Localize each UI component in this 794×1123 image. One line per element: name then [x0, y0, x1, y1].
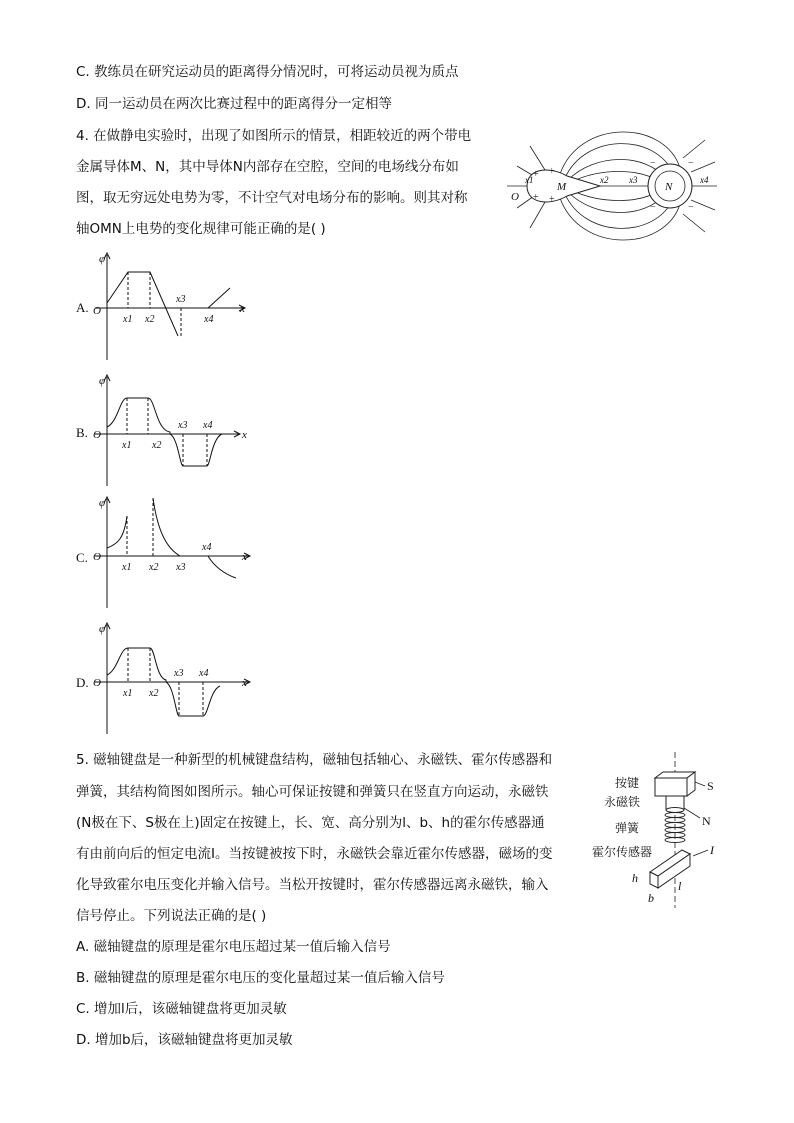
- tick-x1: x1: [122, 440, 132, 451]
- label-x4: x4: [700, 175, 709, 185]
- tick-x1: x1: [123, 688, 133, 699]
- q5-option-b: B. 磁轴键盘的原理是霍尔电压的变化量超过某一值后输入信号: [76, 970, 445, 986]
- origin-label: O: [93, 677, 101, 689]
- tick-x4: x4: [204, 314, 214, 325]
- q5-option-c: C. 增加l后，该磁轴键盘将更加灵敏: [76, 1001, 287, 1017]
- option-a-label: A.: [76, 300, 89, 315]
- q5-text-1: 5. 磁轴键盘是一种新型的机械键盘结构，磁轴包括轴心、永磁铁、霍尔传感器和: [76, 752, 553, 768]
- graph-option-c: [90, 494, 260, 612]
- phi-label: φ: [99, 375, 106, 387]
- label-x2: x2: [600, 175, 609, 185]
- svg-text:+: +: [549, 166, 555, 177]
- option-b-label: B.: [76, 425, 88, 440]
- x-label: x: [242, 677, 247, 689]
- graph-option-a: [90, 250, 260, 365]
- graph-option-b: [90, 372, 260, 490]
- q4-text-2: 金属导体M、N，其中导体N内部存在空腔，空间的电场线分布如: [76, 159, 459, 175]
- svg-text:−: −: [688, 158, 694, 169]
- svg-text:+: +: [533, 169, 539, 180]
- q5-text-2: 弹簧，其结构简图如图所示。轴心可保证按键和弹簧只在竖直方向运动，永磁铁: [76, 784, 549, 800]
- label-sensor: 霍尔传感器: [592, 845, 653, 859]
- tick-x1: x1: [123, 314, 133, 325]
- q5-option-a: A. 磁轴键盘的原理是霍尔电压超过某一值后输入信号: [76, 939, 391, 955]
- label-S: S: [707, 779, 714, 793]
- phi-label: φ: [99, 253, 106, 265]
- svg-text:−: −: [688, 202, 694, 213]
- label-l: l: [678, 879, 682, 893]
- q4-text-3: 图，取无穷远处电势为零，不计空气对电场分布的影响。则其对称: [76, 190, 468, 206]
- option-c-prev: C. 教练员在研究运动员的距离得分情况时，可将运动员视为质点: [76, 64, 459, 80]
- origin-label: O: [93, 429, 101, 441]
- x-label: x: [242, 551, 247, 563]
- q4-text-1: 4. 在做静电实验时，出现了如图所示的情景，相距较近的两个带电: [76, 128, 472, 144]
- tick-x3: x3: [176, 562, 186, 573]
- origin-label: O: [93, 551, 101, 563]
- tick-x3: x3: [178, 420, 188, 431]
- label-M: M: [557, 181, 567, 193]
- svg-text:−: −: [650, 202, 656, 213]
- option-d-prev: D. 同一运动员在两次比赛过程中的距离得分一定相等: [76, 96, 392, 112]
- keyboard-figure: [592, 750, 740, 910]
- q5-text-6: 信号停止。下列说法正确的是( ): [76, 908, 267, 924]
- tick-x1: x1: [122, 562, 132, 573]
- q5-option-d: D. 增加b后，该磁轴键盘将更加灵敏: [76, 1032, 293, 1048]
- tick-x4: x4: [199, 668, 209, 679]
- label-I: I: [710, 843, 714, 857]
- svg-text:+: +: [549, 194, 555, 205]
- tick-x2: x2: [145, 314, 155, 325]
- option-c-label: C.: [76, 550, 88, 565]
- label-spring: 弹簧: [615, 821, 640, 835]
- tick-x4: x4: [203, 420, 213, 431]
- tick-x4: x4: [202, 542, 212, 553]
- origin-label: O: [93, 305, 101, 317]
- label-N: N: [665, 181, 673, 193]
- label-h: h: [632, 871, 638, 885]
- graph-option-d: [90, 620, 260, 738]
- electric-field-figure: [505, 128, 720, 253]
- q5-text-3: (N极在下、S极在上)固定在按键上，长、宽、高分别为l、b、h的霍尔传感器通: [76, 815, 545, 831]
- label-magnet: 永磁铁: [604, 795, 641, 809]
- phi-label: φ: [99, 623, 106, 635]
- label-N: N: [702, 814, 711, 828]
- label-x3: x3: [629, 175, 638, 185]
- q4-text-4: 轴OMN上电势的变化规律可能正确的是( ): [76, 221, 326, 237]
- label-O: O: [511, 191, 519, 203]
- label-x1: x1: [525, 175, 534, 185]
- q5-text-5: 化导致霍尔电压变化并输入信号。当松开按键时，霍尔传感器远离永磁铁，输入: [76, 877, 549, 893]
- tick-x3: x3: [174, 668, 184, 679]
- q5-text-4: 有由前向后的恒定电流I。当按键被按下时，永磁铁会靠近霍尔传感器，磁场的变: [76, 846, 553, 862]
- x-label: x: [242, 429, 247, 441]
- label-b: b: [648, 891, 654, 905]
- tick-x2: x2: [152, 440, 162, 451]
- phi-label: φ: [99, 497, 106, 509]
- svg-text:+: +: [533, 192, 539, 203]
- svg-text:−: −: [650, 158, 656, 169]
- tick-x2: x2: [149, 562, 159, 573]
- x-label: x: [240, 303, 245, 315]
- tick-x3: x3: [176, 294, 186, 305]
- tick-x2: x2: [149, 688, 159, 699]
- label-key: 按键: [615, 776, 640, 790]
- option-d-label: D.: [76, 675, 89, 690]
